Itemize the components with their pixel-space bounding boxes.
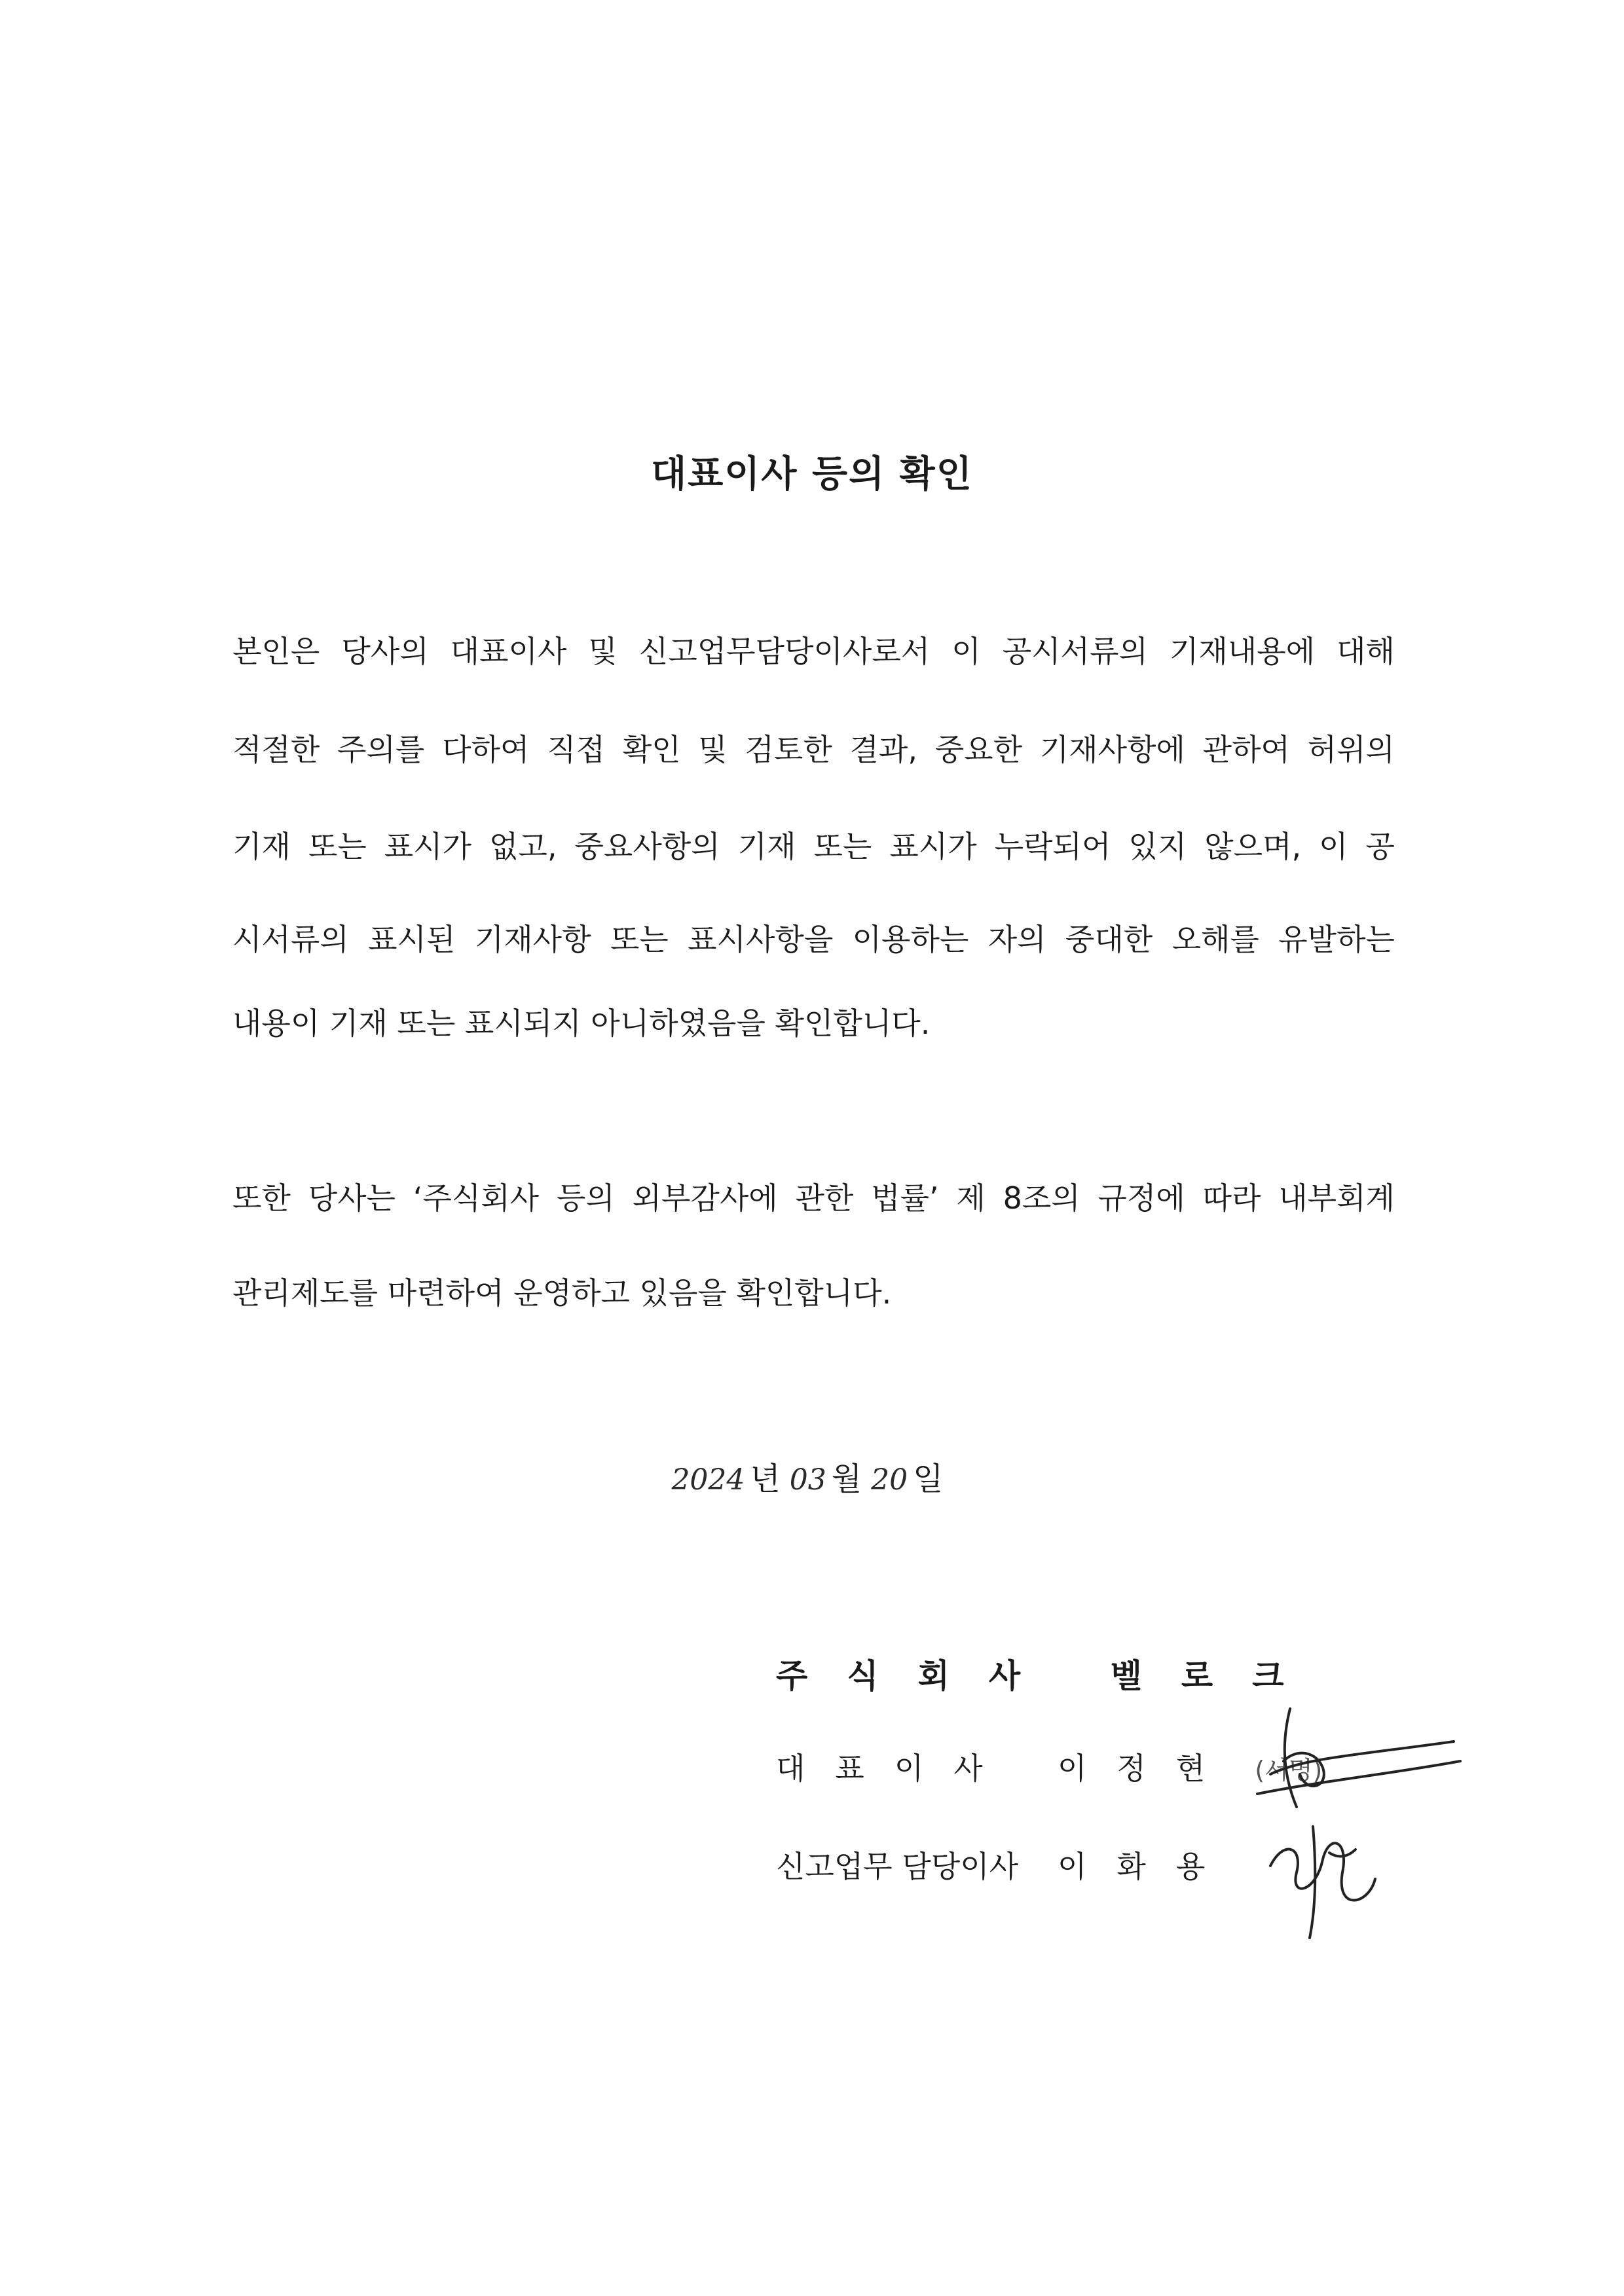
date-day: 20: [871, 1463, 908, 1497]
date-day-unit: 일: [913, 1461, 944, 1497]
paragraph1-line1: 본인은 당사의 대표이사 및 신고업무담당이사로서 이 공시서류의 기재내용에 대해: [232, 634, 1395, 669]
date-month: 03: [789, 1463, 826, 1497]
signer-ceo-row: [776, 1745, 1322, 1788]
signer-disclosure-row: [776, 1843, 1235, 1886]
paragraph1-line3: 기재 또는 표시가 없고, 중요사항의 기재 또는 표시가 누락되어 있지 않으며, 이 공: [232, 829, 1395, 864]
paragraph1-line5: 내용이 기재 또는 표시되지 아니하였음을 확인합니다.: [232, 1006, 931, 1041]
date-year-unit: 년: [750, 1461, 781, 1497]
paragraph2-line1: 또한 당사는 ‘주식회사 등의 외부감사에 관한 법률’ 제 8조의 규정에 따라 내부회계: [232, 1180, 1395, 1216]
paragraph1-line4: 시서류의 표시된 기재사항 또는 표시사항을 이용하는 자의 중대한 오해를 유발하는: [232, 922, 1395, 957]
document-date: [0, 1453, 1624, 1499]
signer-ceo-role: 대표이사: [776, 1751, 1013, 1786]
document-title: 대표이사 등의 확인: [651, 453, 973, 496]
signer-ceo-name: 이정현: [1058, 1751, 1236, 1786]
disclosure-signature-icon: [1251, 1813, 1395, 1944]
date-month-unit: 월: [831, 1461, 862, 1497]
signer-disclosure-role: 신고업무 담당이사: [776, 1849, 1019, 1884]
date-year: 2024: [671, 1463, 745, 1497]
ceo-signature-icon: [1244, 1696, 1480, 1827]
paragraph2-line2: 관리제도를 마련하여 운영하고 있음을 확인합니다.: [232, 1275, 892, 1311]
paragraph1-line2: 적절한 주의를 다하여 직접 확인 및 검토한 결과, 중요한 기재사항에 관하여 허위의: [232, 732, 1395, 767]
signer-disclosure-name: 이화용: [1058, 1849, 1236, 1884]
company-name: 주식회사 벨로크: [776, 1657, 1323, 1695]
signer-ceo-seal-label: (서명): [1255, 1756, 1323, 1785]
